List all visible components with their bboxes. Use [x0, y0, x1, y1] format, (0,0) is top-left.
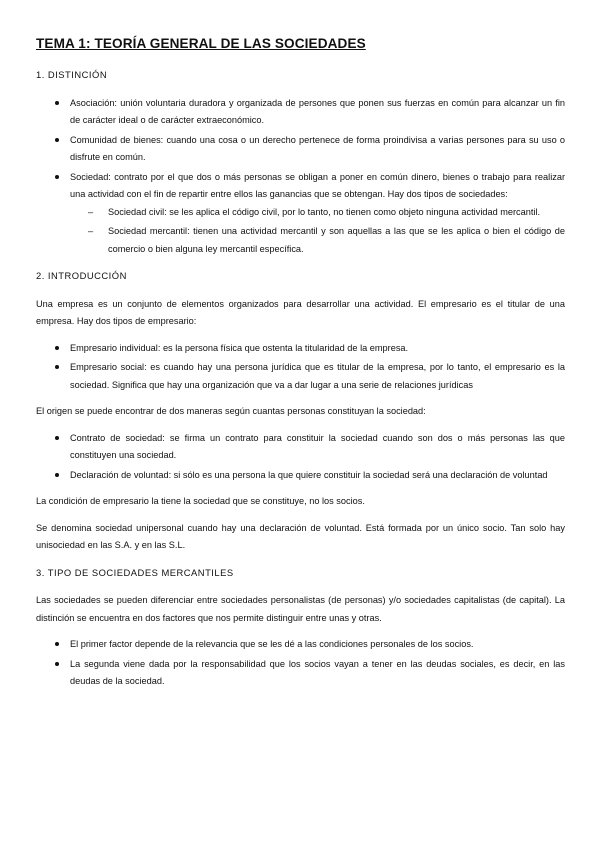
list-item: Declaración de voluntad: si sólo es una persona la que quiere constituir la sociedad será una declaración de voluntad	[70, 467, 565, 485]
list-item: Empresario individual: es la persona física que ostenta la titularidad de la empresa.	[70, 340, 565, 358]
list-item: Contrato de sociedad: se firma un contrato para constituir la sociedad cuando son dos o más personas las que constituyen una sociedad.	[70, 430, 565, 465]
list-item: Comunidad de bienes: cuando una cosa o un derecho pertenece de forma proindivisa a varias persones para su uso o disfrute en común.	[70, 132, 565, 167]
distincion-list	[36, 95, 565, 259]
section-heading-distincion: 1. DISTINCIÓN	[36, 69, 108, 80]
section-heading-tipo: 3. TIPO DE SOCIEDADES MERCANTILES	[36, 566, 234, 578]
list-item	[70, 169, 565, 259]
list-item: Asociación: unión voluntaria duradora y organizada de persones que ponen sus fuerzas en común para alcanzar un fin de carácter ideal o de carácter extraeconómico.	[70, 95, 565, 130]
factores-list	[36, 636, 565, 691]
list-item: Empresario social: es cuando hay una persona jurídica que es titular de la empresa, por lo tanto, el empresario es la sociedad. Significa que hay una organización que va a dar lugar a una serie de relaciones jurídicas	[70, 359, 565, 394]
paragraph: Se denomina sociedad unipersonal cuando hay una declaración de voluntad. Está formada por un único socio. Tan solo hay unisociedad en las S.A. y en las S.L.	[36, 522, 565, 550]
document-title: TEMA 1: TEORÍA GENERAL DE LAS SOCIEDADES	[36, 36, 366, 51]
sub-list-item: – Sociedad civil: se les aplica el código civil, por lo tanto, no tienen como objeto ninguna actividad mercantil.	[108, 204, 565, 222]
list-item: El primer factor depende de la relevancia que se les dé a las condiciones personales de los socios.	[70, 636, 565, 654]
paragraph: La condición de empresario la tiene la sociedad que se constituye, no los socios.	[36, 496, 365, 506]
empresario-list	[36, 340, 565, 395]
sociedad-types-list	[70, 204, 565, 259]
list-item-text: Sociedad: contrato por el que dos o más personas se obligan a poner en común dinero, bienes o trabajo para realizar una actividad con el fin de repartir entre ellos las ganancias que se obtengan. Hay dos tipos de sociedades:	[70, 171, 565, 199]
section-heading-introduccion: 2. INTRODUCCIÓN	[36, 270, 127, 281]
sub-list-item: – Sociedad mercantil: tienen una actividad mercantil y son aquellas a las que se les aplica o bien el código de comercio o bien alguna ley mercantil específica.	[108, 223, 565, 258]
list-item: La segunda viene dada por la responsabilidad que los socios vayan a tener en las deudas sociales, es decir, en las deudas de la sociedad.	[70, 656, 565, 691]
paragraph: Una empresa es un conjunto de elementos organizados para desarrollar una actividad. El empresario es el titular de una empresa. Hay dos tipos de empresario:	[36, 298, 565, 326]
paragraph: Las sociedades se pueden diferenciar entre sociedades personalistas (de personas) y/o sociedades capitalistas (de capital). La distinción se encuentra en dos factores que nos permite distinguir entre unas y otras.	[36, 595, 565, 623]
paragraph: El origen se puede encontrar de dos maneras según cuantas personas constituyan la sociedad:	[36, 406, 426, 416]
origen-list	[36, 430, 565, 485]
